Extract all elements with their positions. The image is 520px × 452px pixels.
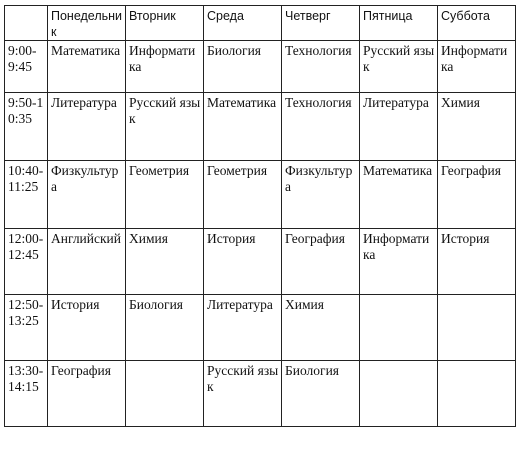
table-row bbox=[5, 361, 516, 427]
lesson-cell: Биология bbox=[282, 361, 360, 427]
lesson-cell: Русский язык bbox=[204, 361, 282, 427]
header-cell-monday: Понедельник bbox=[48, 6, 126, 41]
header-row bbox=[5, 6, 516, 41]
lesson-cell: Технология bbox=[282, 93, 360, 161]
time-cell: 12:50-13:25 bbox=[5, 295, 48, 361]
lesson-cell: Литература bbox=[360, 93, 438, 161]
lesson-cell: Литература bbox=[204, 295, 282, 361]
time-cell: 10:40-11:25 bbox=[5, 161, 48, 229]
header-cell-saturday: Суббота bbox=[438, 6, 516, 41]
lesson-cell bbox=[126, 361, 204, 427]
lesson-cell: Литература bbox=[48, 93, 126, 161]
lesson-cell: Математика bbox=[204, 93, 282, 161]
lesson-cell: Физкультура bbox=[282, 161, 360, 229]
time-cell: 12:00-12:45 bbox=[5, 229, 48, 295]
time-cell: 9:50-10:35 bbox=[5, 93, 48, 161]
lesson-cell: Русский язык bbox=[360, 41, 438, 93]
lesson-cell: Биология bbox=[126, 295, 204, 361]
lesson-cell: Химия bbox=[282, 295, 360, 361]
lesson-cell: История bbox=[48, 295, 126, 361]
lesson-cell: География bbox=[282, 229, 360, 295]
lesson-cell: Биология bbox=[204, 41, 282, 93]
table-row bbox=[5, 295, 516, 361]
header-cell-thursday: Четверг bbox=[282, 6, 360, 41]
lesson-cell: Геометрия bbox=[126, 161, 204, 229]
time-cell: 9:00-9:45 bbox=[5, 41, 48, 93]
lesson-cell: Информатика bbox=[438, 41, 516, 93]
lesson-cell: Математика bbox=[360, 161, 438, 229]
lesson-cell: Химия bbox=[438, 93, 516, 161]
header-cell-tuesday: Вторник bbox=[126, 6, 204, 41]
lesson-cell: Информатика bbox=[126, 41, 204, 93]
lesson-cell: Физкультура bbox=[48, 161, 126, 229]
lesson-cell: Химия bbox=[126, 229, 204, 295]
table-row bbox=[5, 93, 516, 161]
header-cell-friday: Пятница bbox=[360, 6, 438, 41]
lesson-cell: Технология bbox=[282, 41, 360, 93]
lesson-cell bbox=[360, 361, 438, 427]
table-row bbox=[5, 229, 516, 295]
lesson-cell bbox=[438, 295, 516, 361]
lesson-cell: История bbox=[438, 229, 516, 295]
lesson-cell bbox=[438, 361, 516, 427]
lesson-cell: Геометрия bbox=[204, 161, 282, 229]
schedule-table bbox=[4, 5, 516, 427]
table-row bbox=[5, 161, 516, 229]
lesson-cell: История bbox=[204, 229, 282, 295]
lesson-cell: География bbox=[48, 361, 126, 427]
lesson-cell: Математика bbox=[48, 41, 126, 93]
header-cell-wednesday: Среда bbox=[204, 6, 282, 41]
lesson-cell bbox=[360, 295, 438, 361]
lesson-cell: Информатика bbox=[360, 229, 438, 295]
lesson-cell: География bbox=[438, 161, 516, 229]
lesson-cell: Английский bbox=[48, 229, 126, 295]
table-row bbox=[5, 41, 516, 93]
lesson-cell: Русский язык bbox=[126, 93, 204, 161]
header-cell-time bbox=[5, 6, 48, 41]
time-cell: 13:30-14:15 bbox=[5, 361, 48, 427]
